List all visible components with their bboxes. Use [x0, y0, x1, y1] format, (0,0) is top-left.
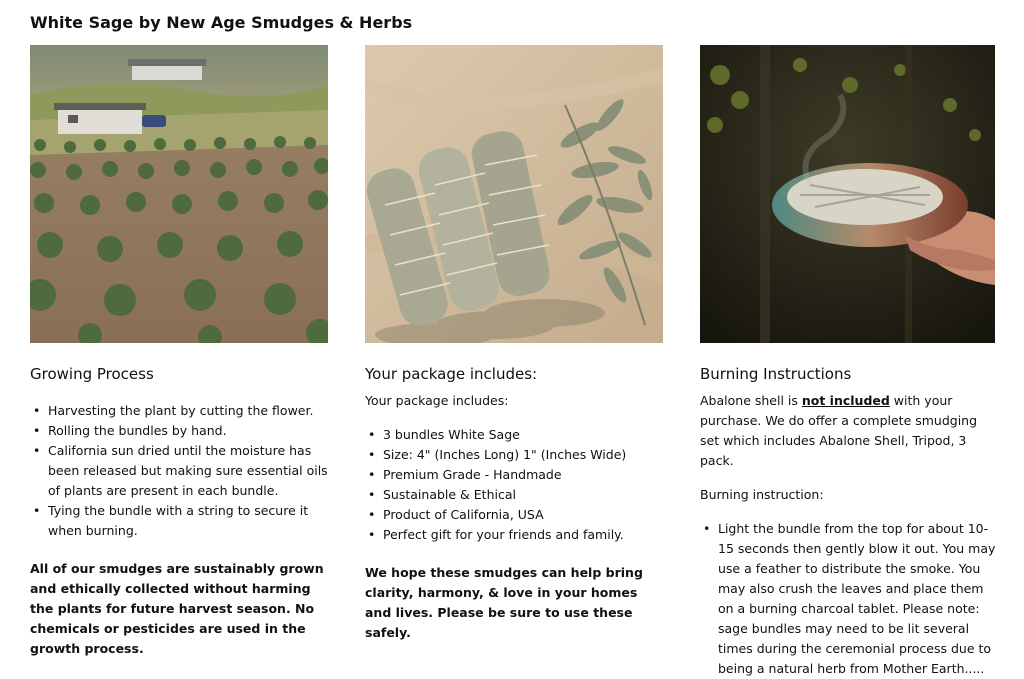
list-item: • Rolling the bundles by hand.: [30, 421, 330, 441]
list-item: • Sustainable & Ethical: [365, 485, 665, 505]
growing-process-heading: Growing Process: [30, 365, 154, 383]
package-subheading: Your package includes:: [365, 393, 509, 408]
list-item: • Perfect gift for your friends and family.: [365, 525, 665, 545]
package-list: [365, 425, 665, 545]
list-item: • Size: 4" (Inches Long) 1" (Inches Wide): [365, 445, 665, 465]
growing-process-list: [30, 401, 330, 541]
burning-column: [700, 45, 1000, 679]
burning-subheading: Burning instruction:: [700, 487, 824, 502]
sage-farm-photo: [30, 45, 328, 343]
package-closing: We hope these smudges can help bring clarity, harmony, & love in your homes and lives. Please be sure to use these safely.: [365, 565, 643, 640]
page-title: White Sage by New Age Smudges & Herbs: [30, 13, 413, 32]
burning-heading: Burning Instructions: [700, 365, 852, 383]
growing-process-column: [30, 45, 330, 659]
package-column: [365, 45, 665, 643]
list-item: • Premium Grade - Handmade: [365, 465, 665, 485]
list-item: • Tying the bundle with a string to secure it when burning.: [30, 501, 330, 541]
sage-bundles-photo: [365, 45, 663, 343]
list-item: • 3 bundles White Sage: [365, 425, 665, 445]
list-item: • Product of California, USA: [365, 505, 665, 525]
burning-list: [700, 519, 1000, 679]
sustainability-statement: All of our smudges are sustainably grown and ethically collected without harming the plants for future harvest season. No chemicals or pesticides are used in the growth process.: [30, 561, 324, 656]
not-included-emphasis: not included: [801, 393, 890, 408]
abalone-shell-photo: [700, 45, 995, 343]
burning-intro: Abalone shell is not included with your purchase. We do offer a complete smudging set which includes Abalone Shell, Tripod, 3 pack.: [700, 393, 978, 468]
package-heading: Your package includes:: [365, 365, 538, 383]
list-item: • Harvesting the plant by cutting the flower.: [30, 401, 330, 421]
list-item: • California sun dried until the moisture has been released but making sure essential oils of plants are present in each bundle.: [30, 441, 330, 501]
list-item: • Light the bundle from the top for about 10-15 seconds then gently blow it out. You may use a feather to distribute the smoke. You may also crush the leaves and place them on a burning charcoal tablet. Please note: sage bundles may need to be lit several times during the ceremonial process due to being a natural herb from Mother Earth.....: [700, 519, 1000, 679]
